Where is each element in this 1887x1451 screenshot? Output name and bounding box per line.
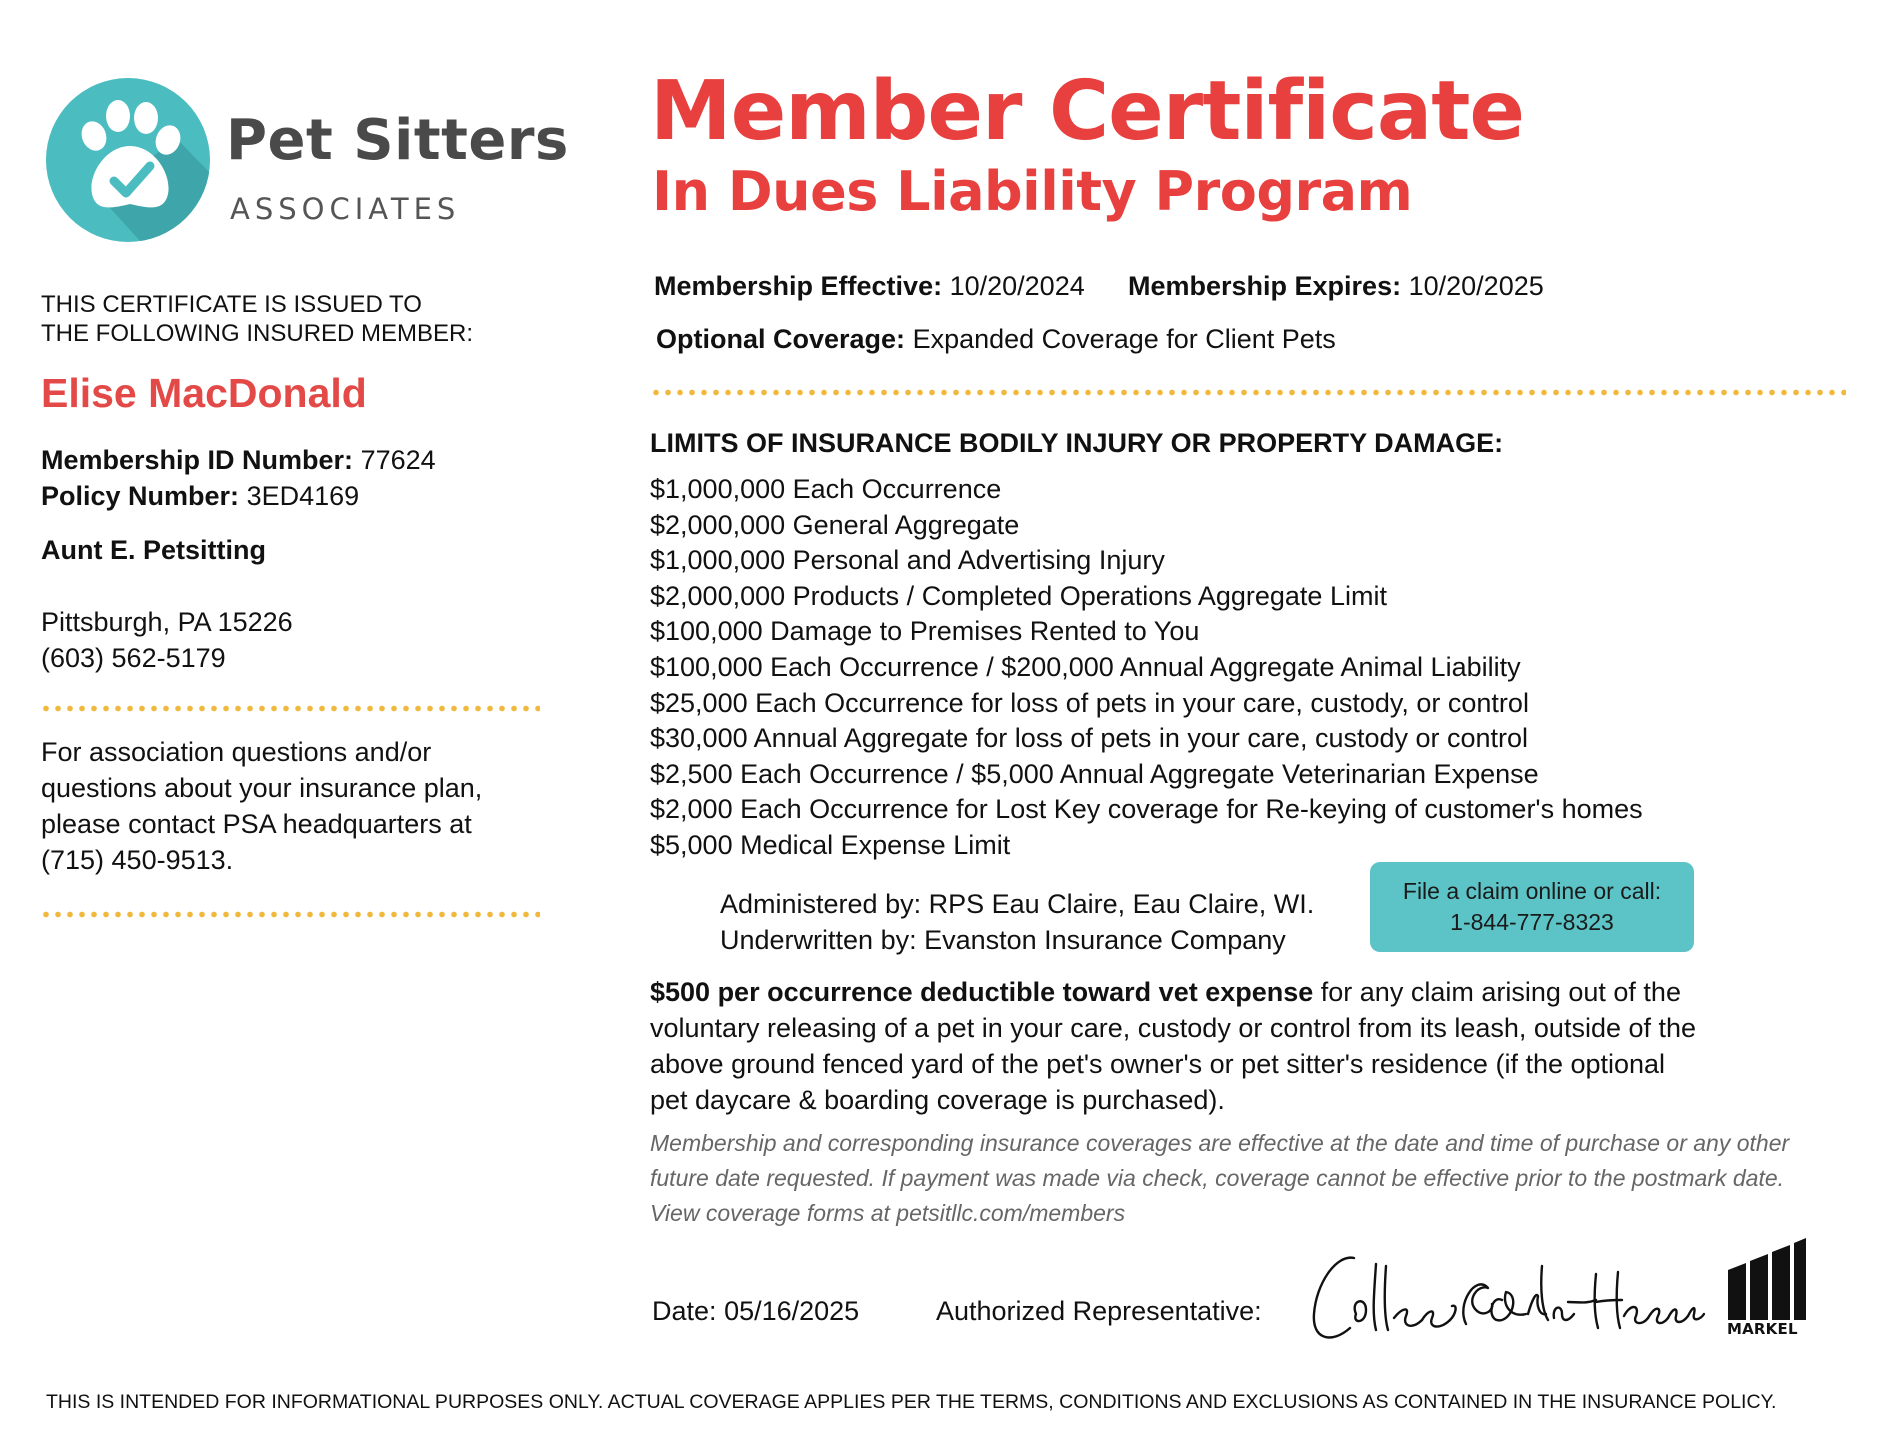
policy-number-value: 3ED4169: [246, 481, 360, 511]
limit-item: $30,000 Annual Aggregate for loss of pets in your care, custody or control: [650, 723, 1529, 754]
authorized-rep-label: Authorized Representative:: [936, 1296, 1262, 1326]
markel-wordmark: MARKEL: [1727, 1320, 1798, 1338]
expires-date: 10/20/2025: [1408, 271, 1544, 301]
issue-date: [652, 1296, 859, 1327]
signature-image: [1306, 1244, 1706, 1354]
optional-coverage-label: Optional Coverage:: [656, 324, 906, 354]
issued-line-2: THE FOLLOWING INSURED MEMBER:: [41, 320, 474, 347]
footer-disclaimer: THIS IS INTENDED FOR INFORMATIONAL PURPOSES ONLY. ACTUAL COVERAGE APPLIES PER THE TERMS, CONDITIONS AND EXCLUSIONS AS CONTAINED IN THE INSURANCE POLICY.: [46, 1391, 1777, 1413]
deductible-line-4: pet daycare & boarding coverage is purchased).: [650, 1085, 1225, 1115]
dotted-divider: [650, 389, 1846, 396]
date-value: 05/16/2025: [724, 1296, 860, 1326]
deductible-paragraph: [650, 974, 1730, 1118]
member-phone: (603) 562-5179: [41, 643, 226, 673]
membership-id-label: Membership ID Number:: [41, 445, 354, 475]
limit-item: $25,000 Each Occurrence for loss of pets in your care, custody, or control: [650, 687, 1529, 718]
dotted-divider: [40, 911, 540, 918]
limit-item: $2,500 Each Occurrence / $5,000 Annual Aggregate Veterinarian Expense: [650, 758, 1539, 789]
deductible-bold: $500 per occurrence deductible toward vet expense: [650, 977, 1314, 1007]
brand-name: Pet Sitters: [226, 108, 569, 173]
paw-check-icon: [46, 78, 210, 242]
limit-item: $100,000 Damage to Premises Rented to You: [650, 616, 1200, 647]
member-city: Pittsburgh, PA 15226: [41, 607, 293, 637]
logo-paw-svg: [46, 78, 210, 242]
claim-phone: 1-844-777-8323: [1450, 909, 1614, 935]
deductible-line-2: voluntary releasing of a pet in your care, custody or control from its leash, outside of the: [650, 1013, 1697, 1043]
coverage-note: [650, 1126, 1850, 1231]
membership-id-row: [41, 442, 436, 478]
limit-item: $1,000,000 Personal and Advertising Injury: [650, 545, 1165, 576]
program-subtitle: In Dues Liability Program: [652, 160, 1413, 223]
note-line-2: future date requested. If payment was made via check, coverage cannot be effective prior to the postmark date.: [650, 1165, 1785, 1191]
membership-dates: [654, 271, 1085, 302]
member-name: Elise MacDonald: [41, 370, 367, 416]
contact-note: [41, 734, 521, 878]
limit-item: $2,000,000 Products / Completed Operations Aggregate Limit: [650, 580, 1387, 611]
administrator-info: [720, 886, 1314, 958]
date-label: Date:: [652, 1296, 717, 1326]
note-line-3: View coverage forms at petsitllc.com/members: [650, 1200, 1126, 1226]
file-claim-label: File a claim online or call:: [1402, 878, 1662, 904]
deductible-line-1: for any claim arising out of the: [1313, 977, 1681, 1007]
issued-to-label: [41, 290, 473, 348]
contact-line-1: For association questions and/or: [41, 737, 432, 767]
limits-heading: LIMITS OF INSURANCE BODILY INJURY OR PROPERTY DAMAGE:: [650, 428, 1504, 458]
contact-line-2: questions about your insurance plan,: [41, 773, 483, 803]
administered-by: Administered by: RPS Eau Claire, Eau Claire, WI.: [720, 889, 1315, 919]
brand-tagline: ASSOCIATES: [230, 192, 461, 226]
membership-id-value: 77624: [360, 445, 436, 475]
limit-item: $2,000,000 General Aggregate: [650, 509, 1020, 540]
limit-item: $2,000 Each Occurrence for Lost Key coverage for Re-keying of customer's homes: [650, 794, 1643, 825]
effective-label: Membership Effective:: [654, 271, 943, 301]
policy-number-row: [41, 478, 359, 514]
effective-date: 10/20/2024: [949, 271, 1085, 301]
file-claim-button[interactable]: [1370, 862, 1694, 952]
limit-item: $100,000 Each Occurrence / $200,000 Annual Aggregate Animal Liability: [650, 651, 1521, 682]
issued-line-1: THIS CERTIFICATE IS ISSUED TO: [41, 291, 422, 318]
note-line-1: Membership and corresponding insurance coverages are effective at the date and time of purchase or any other: [650, 1130, 1790, 1156]
expires-label: Membership Expires:: [1128, 271, 1402, 301]
contact-line-3: please contact PSA headquarters at: [41, 809, 472, 839]
optional-coverage-row: [656, 324, 1336, 355]
limits-list: [650, 472, 1643, 864]
limit-item: $1,000,000 Each Occurrence: [650, 474, 1002, 504]
contact-phone: (715) 450-9513.: [41, 845, 234, 875]
dotted-divider: [40, 705, 540, 712]
membership-expiry: [1128, 271, 1544, 302]
optional-coverage-value: Expanded Coverage for Client Pets: [912, 324, 1336, 354]
business-name: Aunt E. Petsitting: [41, 535, 266, 565]
limit-item: $5,000 Medical Expense Limit: [650, 829, 1011, 860]
markel-logo: [1726, 1236, 1808, 1332]
certificate-title: Member Certificate: [650, 64, 1525, 159]
deductible-line-3: above ground fenced yard of the pet's owner's or pet sitter's residence (if the optional: [650, 1049, 1666, 1079]
policy-number-label: Policy Number:: [41, 481, 240, 511]
underwritten-by: Underwritten by: Evanston Insurance Company: [720, 925, 1286, 955]
